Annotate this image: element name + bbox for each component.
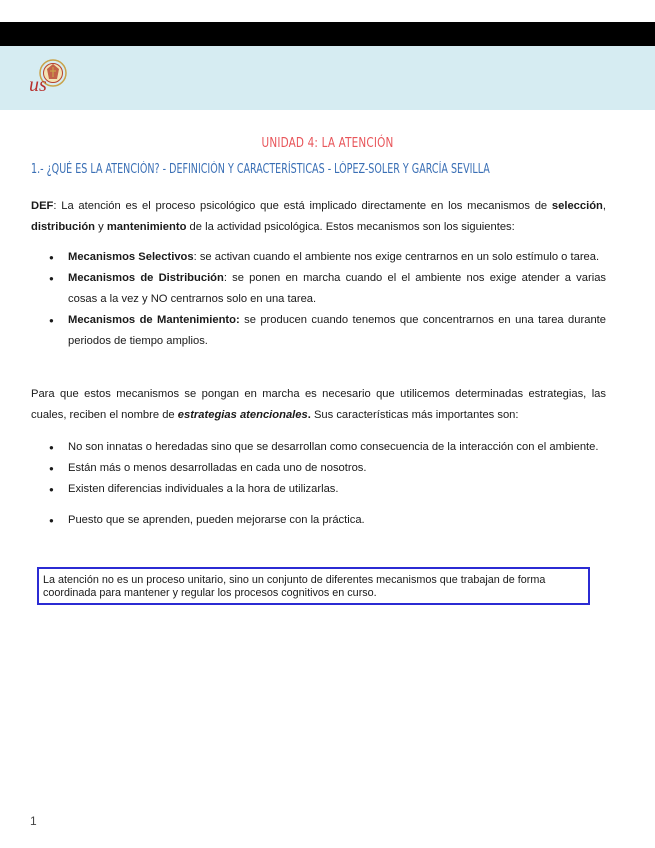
def-bold-distribution: distribución — [31, 221, 96, 233]
definition-paragraph — [31, 196, 606, 238]
section-heading: 1.- ¿QUÉ ES LA ATENCIÓN? - DEFINICIÓN Y CARACTERÍSTICAS - LÓPEZ-SOLER Y GARCÍA SEVILLA — [31, 162, 490, 177]
university-seal-logo — [27, 55, 71, 95]
mechanism-text: se producen cuando tenemos que concentrarnos en una tarea durante periodos de tiempo amplios. — [68, 314, 606, 347]
logo-text: us — [29, 74, 47, 95]
def-label: DEF — [31, 200, 54, 212]
list-item: ● No son innatas o heredadas sino que se desarrollan como consecuencia de la interacción con el ambiente. — [49, 437, 606, 458]
def-bold-maintenance: mantenimiento — [106, 221, 187, 233]
unit-title: UNIDAD 4: LA ATENCIÓN — [261, 135, 394, 151]
mechanism-name: Mecanismos Selectivos — [68, 251, 194, 263]
list-item: ● Puesto que se aprenden, pueden mejorarse con la práctica. — [49, 510, 606, 531]
mechanism-name: Mecanismos de Distribución — [68, 272, 224, 284]
strategies-term: estrategias atencionales — [177, 409, 308, 421]
mechanisms-list — [49, 247, 606, 352]
mechanism-name: Mecanismos de Mantenimiento: — [68, 314, 240, 326]
strategies-paragraph — [31, 384, 606, 426]
page-number: 1 — [30, 814, 37, 828]
mechanism-text: : se activan cuando el ambiente nos exige centrarnos en un solo estímulo o tarea. — [193, 251, 600, 263]
def-bold-selection: selección — [551, 200, 603, 212]
def-text-4: de la actividad psicológica. Estos mecanismos son los siguientes: — [186, 221, 515, 233]
list-item — [49, 247, 606, 268]
list-item — [49, 310, 606, 352]
characteristics-list — [49, 437, 606, 531]
def-text-1: : La atención es el proceso psicológico que está implicado directamente en los mecanismos de — [53, 200, 552, 212]
header-band — [0, 46, 655, 110]
def-text-2: , — [602, 200, 606, 212]
strategies-dot: . — [307, 409, 311, 421]
top-black-bar — [0, 22, 655, 46]
list-item: ● Están más o menos desarrolladas en cada uno de nosotros. — [49, 458, 606, 479]
boxed-note: La atención no es un proceso unitario, sino un conjunto de diferentes mecanismos que trabajan de forma coordinada para mantener y regular los procesos cognitivos en curso. — [37, 567, 590, 605]
list-item — [49, 268, 606, 310]
strategies-text-1: Para que estos mecanismos se pongan en marcha es necesario que utilicemos determinadas estrategias, las cuales, reciben el nombre de — [31, 388, 606, 421]
def-text-3: y — [95, 221, 107, 233]
mechanism-text: : se ponen en marcha cuando el el ambiente nos exige atender a varias cosas a la vez y NO centrarnos solo en una tarea. — [68, 272, 607, 305]
strategies-text-2: Sus características más importantes son: — [310, 409, 519, 421]
list-item: ● Existen diferencias individuales a la hora de utilizarlas. — [49, 479, 606, 500]
